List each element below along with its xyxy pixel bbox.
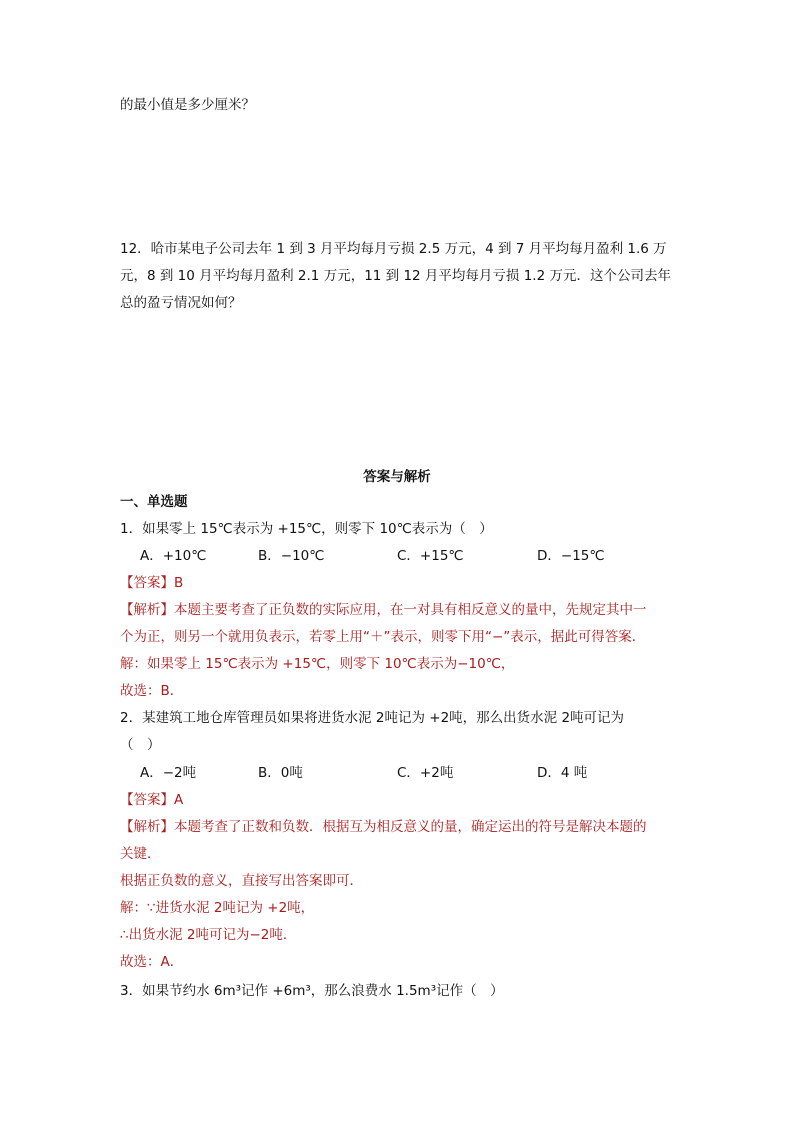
answer-2-answer: 【答案】A <box>120 792 184 808</box>
question-12-line-1: 12．哈市某电子公司去年 1 到 3 月平均每月亏损 2.5 万元，4 到 7 月平均每月盈利 1.6 万 <box>120 241 667 257</box>
answer-2-choice: 故选：A． <box>120 954 184 970</box>
option-d: D．4 吨 <box>537 765 588 781</box>
answer-2-solution-line-1: 解：∵进货水泥 2吨记为 +2吨， <box>120 900 315 916</box>
answer-1-choice: 故选：B． <box>120 683 184 699</box>
answer-1-question: 1．如果零上 15℃表示为 +15℃，则零下 10℃表示为（ ） <box>120 521 493 537</box>
question-11-tail: 的最小值是多少厘米？ <box>120 97 255 113</box>
option-c: C．+15℃ <box>397 548 464 564</box>
option-a: A．−2吨 <box>140 765 197 781</box>
option-a: A．+10℃ <box>140 548 207 564</box>
answer-3-question: 3．如果节约水 6m³记作 +6m³，那么浪费水 1.5m³记作（ ） <box>120 983 504 999</box>
answer-2-question-line-2: （ ） <box>120 737 161 753</box>
section-heading: 一、单选题 <box>120 494 188 510</box>
answer-2-question-line-1: 2．某建筑工地仓库管理员如果将进货水泥 2吨记为 +2吨，那么出货水泥 2吨可记为 <box>120 710 625 726</box>
answer-2-analysis-line-1: 【解析】本题考查了正数和负数．根据互为相反意义的量，确定运出的符号是解决本题的 <box>120 819 647 835</box>
answer-2-method: 根据正负数的意义，直接写出答案即可． <box>120 873 363 889</box>
answer-1-analysis-line-1: 【解析】本题主要考查了正负数的实际应用，在一对具有相反意义的量中，先规定其中一 <box>120 602 647 618</box>
answer-1-analysis-line-2: 个为正，则另一个就用负表示，若零上用“＋”表示，则零下用“−”表示，据此可得答案． <box>120 629 646 645</box>
answers-title: 答案与解析 <box>363 469 431 485</box>
question-12-line-3: 总的盈亏情况如何？ <box>120 295 242 311</box>
option-b: B．0吨 <box>258 765 303 781</box>
option-b: B．−10℃ <box>258 548 325 564</box>
answer-1-answer: 【答案】B <box>120 575 184 591</box>
answer-2-solution-line-2: ∴出货水泥 2吨可记为−2吨． <box>120 927 297 943</box>
question-12-line-2: 元，8 到 10 月平均每月盈利 2.1 万元，11 到 12 月平均每月亏损 1.2 万元．这个公司去年 <box>120 268 671 284</box>
option-c: C．+2吨 <box>397 765 454 781</box>
answer-2-analysis-line-2: 关键． <box>120 846 161 862</box>
answer-1-solution: 解：如果零上 15℃表示为 +15℃，则零下 10℃表示为−10℃， <box>120 656 515 672</box>
option-d: D．−15℃ <box>537 548 605 564</box>
